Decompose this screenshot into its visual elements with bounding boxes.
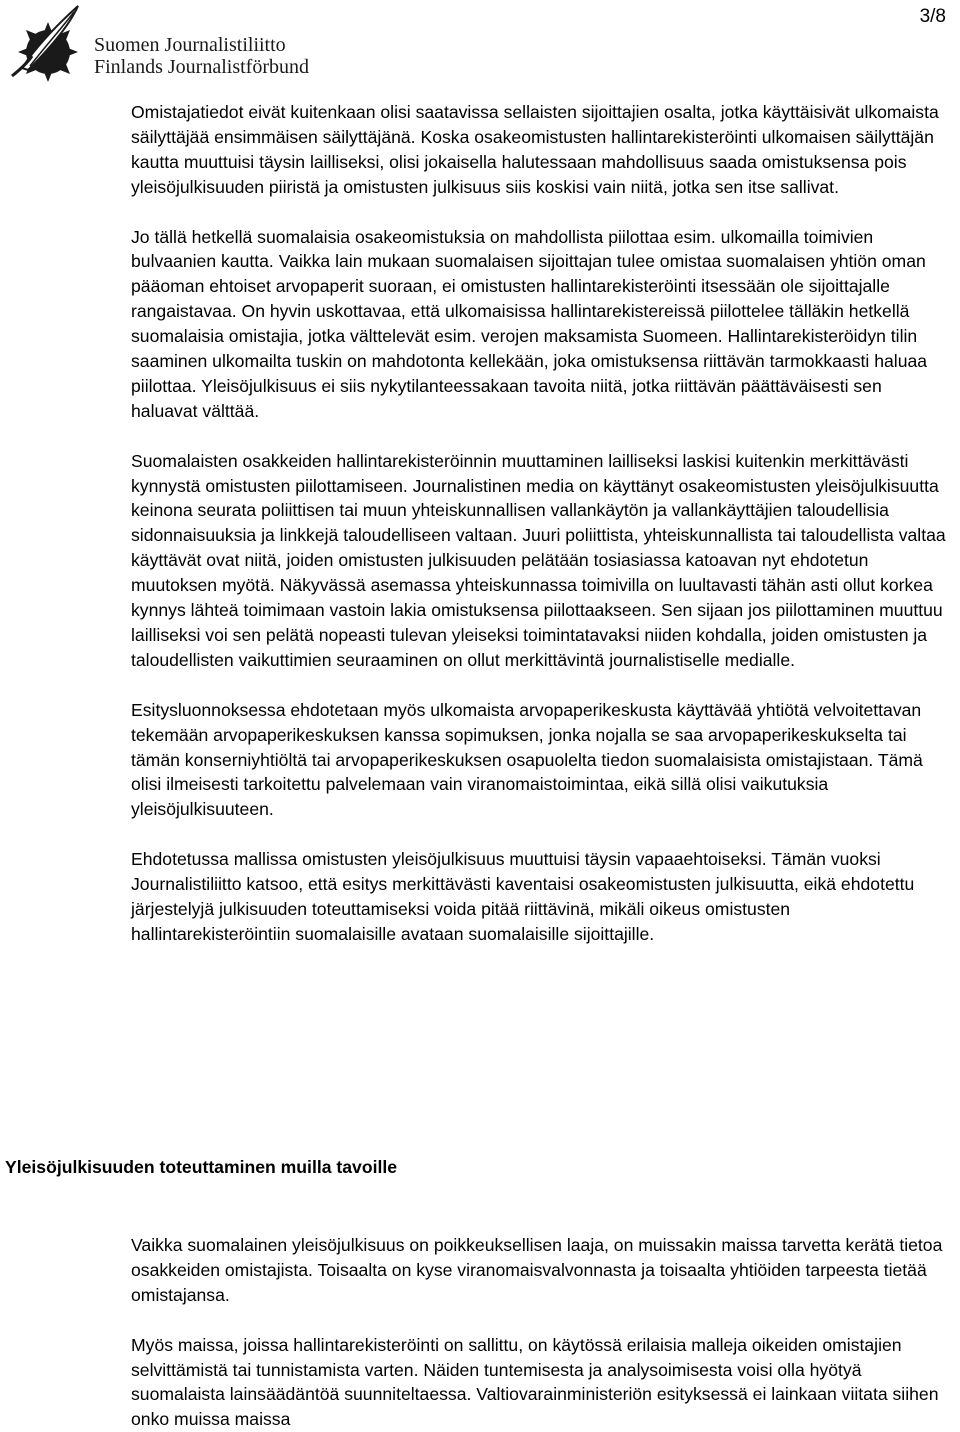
paragraph-4: Esitysluonnoksessa ehdotetaan myös ulkomaista arvopaperikeskusta käyttävää yhtiötä velvoitettavan tekemään arvopaperikeskuksen kanssa sopimuksen, jonka nojalla se saa arvopaperikeskukselta tai tämän konserniyhtiöltä tai arvopaperikeskuksen osapuolelta tiedon suomalaisista omistajistaan. Tämä olisi ilmeisesti tarkoitettu palvelemaan vain viranomaistoimintaa, eikä sillä olisi vaikutuksia yleisöjulkisuuteen.: [131, 699, 923, 820]
paragraph-3: Suomalaisten osakkeiden hallintarekisteröinnin muuttaminen lailliseksi laskisi kuitenkin merkittävästi kynnystä omistusten piilottamiseen. Journalistinen media on käyttänyt osakeomistusten yleisöjulkisuutta keinona seurata poliittisen tai muun yhteiskunnallisen vallankäytön ja vallankäyttäjien taloudellisia sidonnaisuuksia ja linkkejä taloudelliseen valtaan. Juuri poliittista, yhteiskunnallista tai taloudellista valtaa käyttävät ovat niitä, joiden omistusten julkisuuden pelätään tosiasiassa katoavan nyt ehdotetun muutoksen myötä. Näkyvässä asemassa yhteiskunnassa toimivilla on luultavasti tähän asti ollut korkea kynnys lähteä toimimaan vastoin lakia omistuksensa piilottaakseen. Sen sijaan jos piilottaminen muuttuu lailliseksi voi sen pelätä nopeasti tulevan yleiseksi toimintatavaksi niiden kohdalla, joiden omistusten ja taloudellisten vaikuttimien seuraaminen on ollut merkittävintä journalistiselle medialle.: [131, 450, 946, 670]
section-paragraph-2: Myös maissa, joissa hallintarekisteröinti on sallittu, on käytössä erilaisia malleja oikeiden omistajien selvittämistä tai tunnistamista varten. Näiden tuntemisesta ja analysoimisesta voisi olla hyötyä suomalaista lainsäädäntöä suunniteltaessa. Valtiovarainministeriön esityksessä ei lainkaan viitata siihen onko muissa maissa: [131, 1334, 939, 1430]
quill-sun-logo-icon: [8, 4, 92, 86]
paragraph-1: Omistajatiedot eivät kuitenkaan olisi saatavissa sellaisten sijoittajien osalta, jotka käyttäisivät ulkomaista säilyttäjää ensimmäisen säilyttäjänä. Koska osakeomistusten hallintarekisteröinti ulkomaisen säilyttäjän kautta muuttuisi täysin lailliseksi, olisi jokaisella halutessaan mahdollisuus saada omistuksensa pois yleisöjulkisuuden piiristä ja omistusten julkisuus siis koskisi vain niitä, jotka sen itse sallivat.: [131, 102, 939, 197]
org-name-fi: Suomen Journalistiliitto: [94, 34, 286, 56]
page-number: 3/8: [919, 6, 946, 27]
org-logo: [8, 4, 338, 86]
section-body: [131, 1233, 946, 1432]
section-paragraph-1: Vaikka suomalainen yleisöjulkisuus on poikkeuksellisen laaja, on muissakin maissa tarvetta kerätä tietoa osakkeiden omistajista. Toisaalta on kyse viranomaisvalvonnasta ja toisaalta yhtiöiden tarpeesta tietää omistajansa.: [131, 1235, 943, 1305]
section-heading: Yleisöjulkisuuden toteuttaminen muilla tavoille: [5, 1157, 398, 1177]
body-text: [131, 100, 946, 947]
paragraph-5: Ehdotetussa mallissa omistusten yleisöjulkisuus muuttuisi täysin vapaaehtoiseksi. Tämän vuoksi Journalistiliitto katsoo, että esitys merkittävästi kaventaisi osakeomistusten julkisuutta, eikä ehdotettu järjestelyjä julkisuuden toteuttamiseksi voida pitää riittävinä, mikäli oikeus omistusten hallintarekisteröintiin suomalaisille avataan suomalaisille sijoittajille.: [131, 849, 915, 944]
paragraph-2: Jo tällä hetkellä suomalaisia osakeomistuksia on mahdollista piilottaa esim. ulkomailla toimivien bulvaanien kautta. Vaikka lain mukaan suomalaisen sijoittajan tulee omistaa suomalaisen yhtiön oman pääoman ehtoiset arvopaperit suoraan, ei omistusten hallintarekisteröinti itsessään ole sijoittajalle rangaistavaa. On hyvin uskottavaa, että ulkomaisissa hallintarekistereissä piilottelee tälläkin hetkellä suomalaisia omistajia, jotka välttelevät esim. verojen maksamista Suomeen. Hallintarekisteröidyn tilin saaminen ulkomailta tuskin on mahdotonta kellekään, joka omistuksensa riittävän tarmokkaasti haluaa piilottaa. Yleisöjulkisuus ei siis nykytilanteessakaan tavoita niitä, jotka riittävän päättäväisesti sen haluavat välttää.: [131, 226, 928, 421]
org-name-sv: Finlands Journalistförbund: [94, 56, 309, 78]
